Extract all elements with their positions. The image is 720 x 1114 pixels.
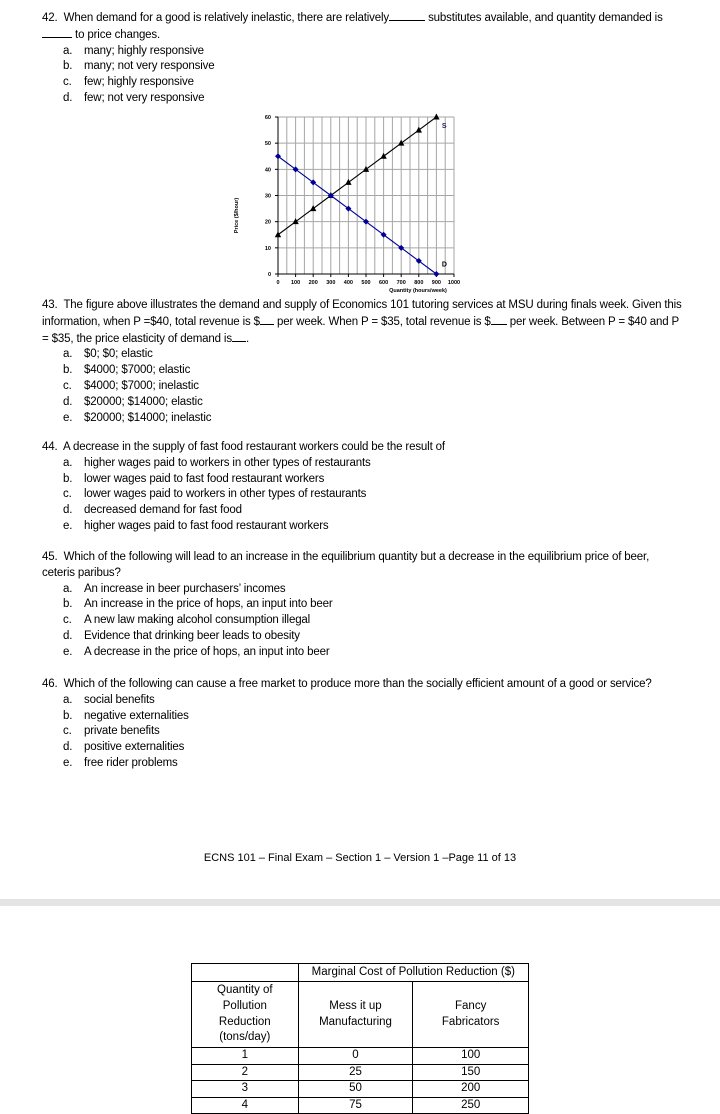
marginal-cost-table xyxy=(191,963,529,1114)
cell-mess: 0 xyxy=(298,1048,413,1065)
question-44 xyxy=(42,440,682,535)
supply-marker-triangle xyxy=(292,218,298,224)
option-c: c. $4000; $7000; inelastic xyxy=(63,379,199,392)
supply-marker-triangle xyxy=(275,231,281,237)
option-a: a. social benefits xyxy=(63,693,155,706)
option-b: b. lower wages paid to fast food restaurant workers xyxy=(63,472,325,485)
x-tick-label: 300 xyxy=(326,280,336,286)
cell-mess: 50 xyxy=(298,1081,413,1098)
option-d: d. decreased demand for fast food xyxy=(63,504,242,517)
option-d: d. Evidence that drinking beer leads to obesity xyxy=(63,629,300,642)
cell-qty: 4 xyxy=(192,1097,299,1114)
question-stem xyxy=(42,440,682,456)
cell-qty: 2 xyxy=(192,1064,299,1081)
stem-text: . xyxy=(245,332,249,345)
option-e: e. free rider problems xyxy=(63,756,178,769)
y-tick-label: 40 xyxy=(264,167,271,174)
x-tick-label: 1000 xyxy=(447,280,461,286)
question-42 xyxy=(42,10,682,107)
question-number: 46. xyxy=(42,678,58,690)
answer-blank xyxy=(389,10,425,21)
x-tick-label: 800 xyxy=(414,280,424,286)
option-e: e. $20000; $14000; inelastic xyxy=(63,411,212,424)
stem-text: Which of the following will lead to an increase in the equilibrium quantity but a decrease in the equilibrium price of beer, ceteris paribus? xyxy=(42,551,650,579)
stem-text: per week. When P = $35, total revenue is $ xyxy=(276,315,491,328)
options-list xyxy=(63,347,682,426)
table-group-header: Marginal Cost of Pollution Reduction ($) xyxy=(298,964,528,982)
options-list xyxy=(63,693,682,772)
stem-text: per week. Between P = $40 and P = $35, the price elasticity of demand is xyxy=(42,315,679,345)
y-tick-label: 10 xyxy=(264,245,271,252)
table-corner-cell xyxy=(192,964,299,982)
chart-canvas xyxy=(220,110,480,294)
options-list xyxy=(63,582,682,661)
page-footer: ECNS 101 – Final Exam – Section 1 – Version 1 –Page 11 of 13 xyxy=(203,852,517,864)
exam-page-12 xyxy=(0,906,720,1111)
y-tick-label: 50 xyxy=(264,141,271,148)
option-a: a. An increase in beer purchasers’ incomes xyxy=(63,582,286,595)
option-c: c. few; highly responsive xyxy=(63,76,194,89)
option-b: b. An increase in the price of hops, an input into beer xyxy=(63,598,333,611)
question-number: 44. xyxy=(42,441,58,453)
cell-qty: 1 xyxy=(192,1048,299,1065)
question-number: 45. xyxy=(42,551,58,563)
row-header-cell: Quantity of Pollution Reduction (tons/day) xyxy=(192,982,299,1048)
supply-demand-chart xyxy=(220,110,480,294)
cell-fancy: 200 xyxy=(413,1081,529,1098)
x-tick-label: 700 xyxy=(396,280,406,286)
x-axis-label: Quantity (hours/week) xyxy=(389,288,447,294)
question-43 xyxy=(42,298,682,426)
stem-text: When demand for a good is relatively inelastic, there are relatively xyxy=(63,12,390,24)
stem-text: Which of the following can cause a free market to produce more than the socially efficient amount of a good or service? xyxy=(63,678,652,690)
cell-fancy: 250 xyxy=(413,1097,529,1114)
cell-mess: 25 xyxy=(298,1064,413,1081)
y-axis-label: Price ($/hour) xyxy=(234,197,240,234)
x-tick-label: 900 xyxy=(431,280,441,286)
x-tick-label: 200 xyxy=(308,280,318,286)
chart-labels xyxy=(234,115,460,294)
cell-mess: 75 xyxy=(298,1097,413,1114)
options-list xyxy=(63,456,682,535)
option-c: c. lower wages paid to workers in other types of restaurants xyxy=(63,488,367,501)
stem-text: substitutes available, and quantity demanded is xyxy=(428,12,663,24)
option-e: e. A decrease in the price of hops, an input into beer xyxy=(63,645,330,658)
options-list xyxy=(63,44,682,107)
cell-qty: 3 xyxy=(192,1081,299,1098)
option-d: d. $20000; $14000; elastic xyxy=(63,395,203,408)
question-number: 43. xyxy=(42,299,58,311)
option-b: b. $4000; $7000; elastic xyxy=(63,364,191,377)
option-d: d. few; not very responsive xyxy=(63,91,205,104)
y-tick-label: 20 xyxy=(264,219,271,226)
x-tick-label: 0 xyxy=(276,280,280,286)
cell-fancy: 100 xyxy=(413,1048,529,1065)
supply-marker-triangle xyxy=(416,127,422,133)
answer-blank xyxy=(491,314,507,325)
supply-marker-triangle xyxy=(345,179,351,185)
question-number: 42. xyxy=(42,12,58,24)
option-e: e. higher wages paid to fast food restaurant workers xyxy=(63,519,329,532)
question-stem xyxy=(42,10,682,44)
question-46 xyxy=(42,677,682,772)
question-stem xyxy=(42,677,682,693)
table-row xyxy=(192,1081,529,1098)
x-tick-label: 500 xyxy=(361,280,371,286)
option-a: a. many; highly responsive xyxy=(63,44,204,57)
option-b: b. many; not very responsive xyxy=(63,60,215,73)
col-header-mess-it-up: Mess it up Manufacturing xyxy=(298,982,413,1048)
col-header-fancy-fabricators: Fancy Fabricators xyxy=(413,982,529,1048)
cell-fancy: 150 xyxy=(413,1064,529,1081)
question-stem xyxy=(42,298,682,347)
stem-text: The figure above illustrates the demand and supply of Economics 101 tutoring services at MSU during finals week. Given this information, when P =$40, total revenue is $ xyxy=(42,299,682,328)
option-b: b. negative externalities xyxy=(63,709,189,722)
stem-text: to price changes. xyxy=(75,28,161,41)
supply-marker-triangle xyxy=(310,205,316,211)
option-d: d. positive externalities xyxy=(63,741,185,754)
y-tick-label: 0 xyxy=(267,272,271,278)
table-row xyxy=(192,1064,529,1081)
curve-label-s: S xyxy=(441,122,447,130)
page-separator xyxy=(0,899,720,906)
stem-text: A decrease in the supply of fast food restaurant workers could be the result of xyxy=(63,441,445,453)
x-tick-label: 400 xyxy=(343,280,353,286)
chart-grid xyxy=(278,117,454,274)
supply-marker-triangle xyxy=(363,166,369,172)
y-tick-label: 30 xyxy=(264,193,271,200)
supply-marker-triangle xyxy=(380,153,386,159)
option-c: c. A new law making alcohol consumption illegal xyxy=(63,614,311,627)
x-tick-label: 600 xyxy=(379,280,389,286)
table-row xyxy=(192,1097,529,1114)
table-row xyxy=(192,1048,529,1065)
option-a: a. $0; $0; elastic xyxy=(63,348,153,361)
curve-label-d: D xyxy=(441,261,447,269)
question-stem xyxy=(42,550,682,582)
answer-blank xyxy=(42,27,72,38)
answer-blank xyxy=(232,331,246,342)
y-tick-label: 60 xyxy=(264,115,271,121)
answer-blank xyxy=(260,314,274,325)
x-tick-label: 100 xyxy=(291,280,301,286)
option-c: c. private benefits xyxy=(63,725,160,738)
question-45 xyxy=(42,550,682,661)
option-a: a. higher wages paid to workers in other types of restaurants xyxy=(63,456,371,469)
